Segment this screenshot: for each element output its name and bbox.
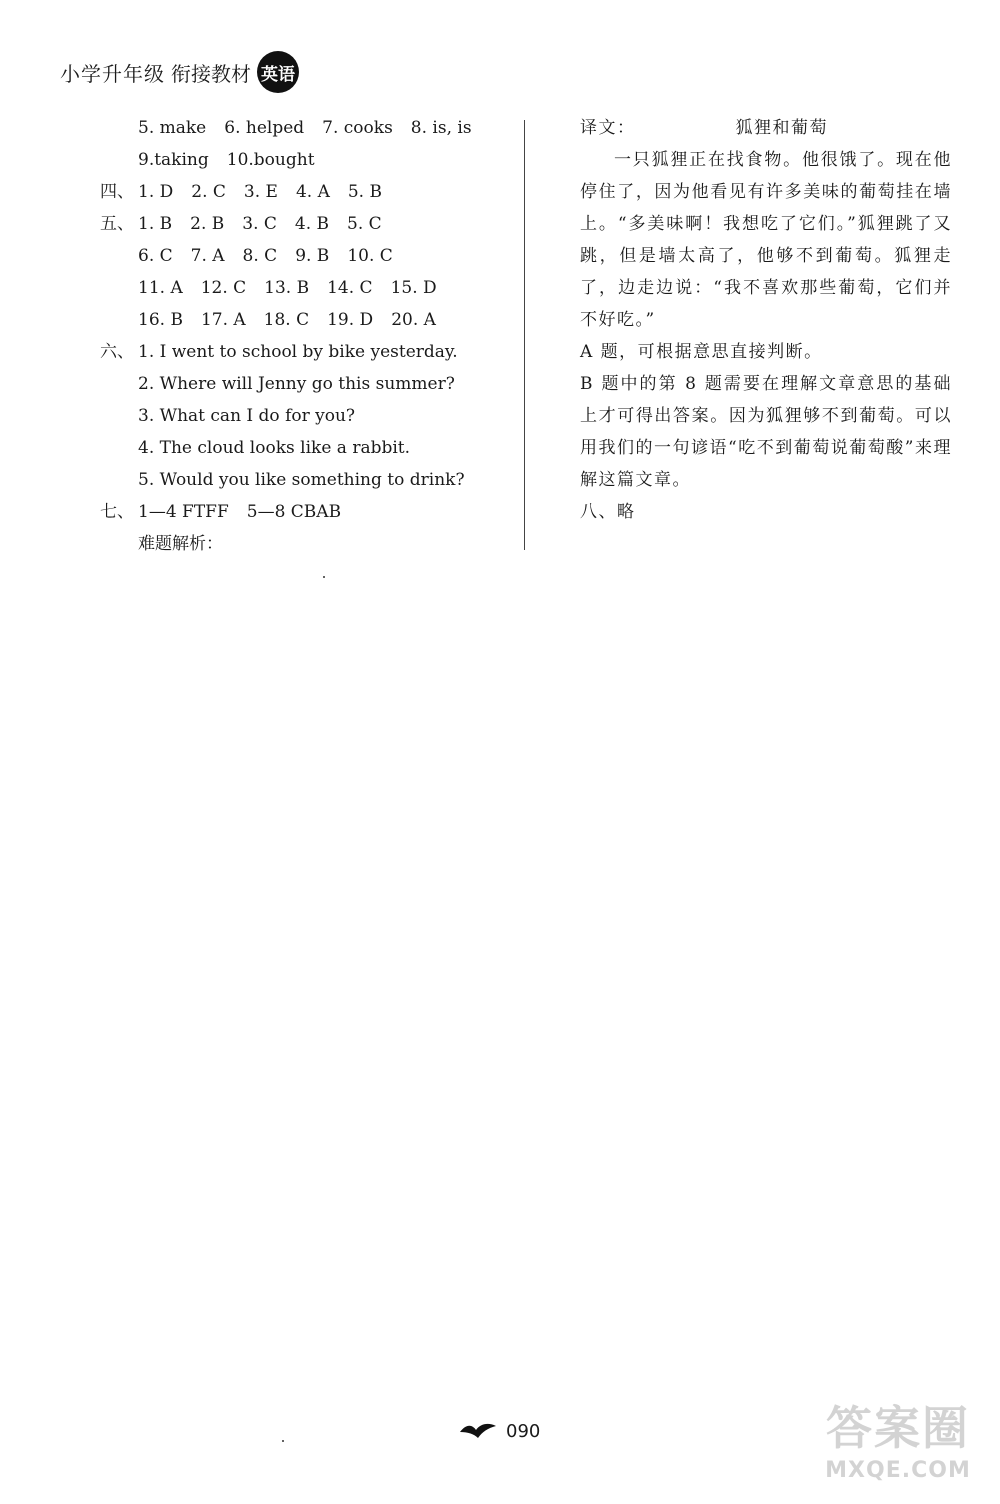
watermark-logo: 答案圈 MXQE.COM <box>825 1401 971 1483</box>
page-footer <box>458 1420 540 1442</box>
bird-ornament-icon <box>458 1420 498 1442</box>
section4-answers: 四、 1. D 2. C 3. E 4. A 5. B <box>100 182 382 202</box>
section5-row3: 11. A 12. C 13. B 14. C 15. D <box>138 278 437 298</box>
translation-heading <box>580 112 952 144</box>
section8: 八、略 <box>580 502 636 522</box>
section6-item5: 5. Would you like something to drink? <box>138 470 465 490</box>
section6-item1: 六、 1. I went to school by bike yesterday. <box>100 342 458 362</box>
section5-row1: 五、 1. B 2. B 3. C 4. B 5. C <box>100 214 382 234</box>
series-title: 小学升年级 <box>60 61 165 86</box>
section3-line1: 5. make 6. helped 7. cooks 8. is, is <box>138 118 472 138</box>
section6-item4: 4. The cloud looks like a rabbit. <box>138 438 411 458</box>
left-column <box>100 112 510 560</box>
scan-speck <box>323 576 325 578</box>
page-header <box>60 48 299 96</box>
column-divider <box>524 120 525 550</box>
section5-row4: 16. B 17. A 18. C 19. D 20. A <box>138 310 436 330</box>
note-a: A 题，可根据意思直接判断。 <box>580 342 823 362</box>
note-b: B 题中的第 8 题需要在理解文章意思的基础上才可得出答案。因为狐狸够不到葡萄。可以用我们的一句谚语“吃不到葡萄说葡萄酸”来理解这篇文章。 <box>580 374 952 490</box>
subject-badge: 英语 <box>257 51 299 93</box>
section6-item3: 3. What can I do for you? <box>138 406 356 426</box>
section7-answers: 七、 1—4 FTFF 5—8 CBAB <box>100 502 342 522</box>
translation-label: 译文： <box>580 118 636 138</box>
analysis-title: 难题解析： <box>138 534 223 554</box>
section5-row2: 6. C 7. A 8. C 9. B 10. C <box>138 246 393 266</box>
story-translation: 一只狐狸正在找食物。他很饿了。现在他停住了，因为他看见有许多美味的葡萄挂在墙上。“多美味啊！我想吃了它们。”狐狸跳了又跳，但是墙太高了，他够不到葡萄。狐狸走了，边走边说：“我不喜欢那些葡萄，它们并不好吃。” <box>580 150 952 330</box>
right-column <box>580 112 952 528</box>
book-subtitle: 衔接教材 <box>171 61 251 86</box>
page-number: 090 <box>506 1420 541 1442</box>
section6-item2: 2. Where will Jenny go this summer? <box>138 374 455 394</box>
section3-line2: 9.taking 10.bought <box>138 150 315 170</box>
scan-speck <box>282 1440 284 1442</box>
story-title: 狐狸和葡萄 <box>735 118 828 138</box>
